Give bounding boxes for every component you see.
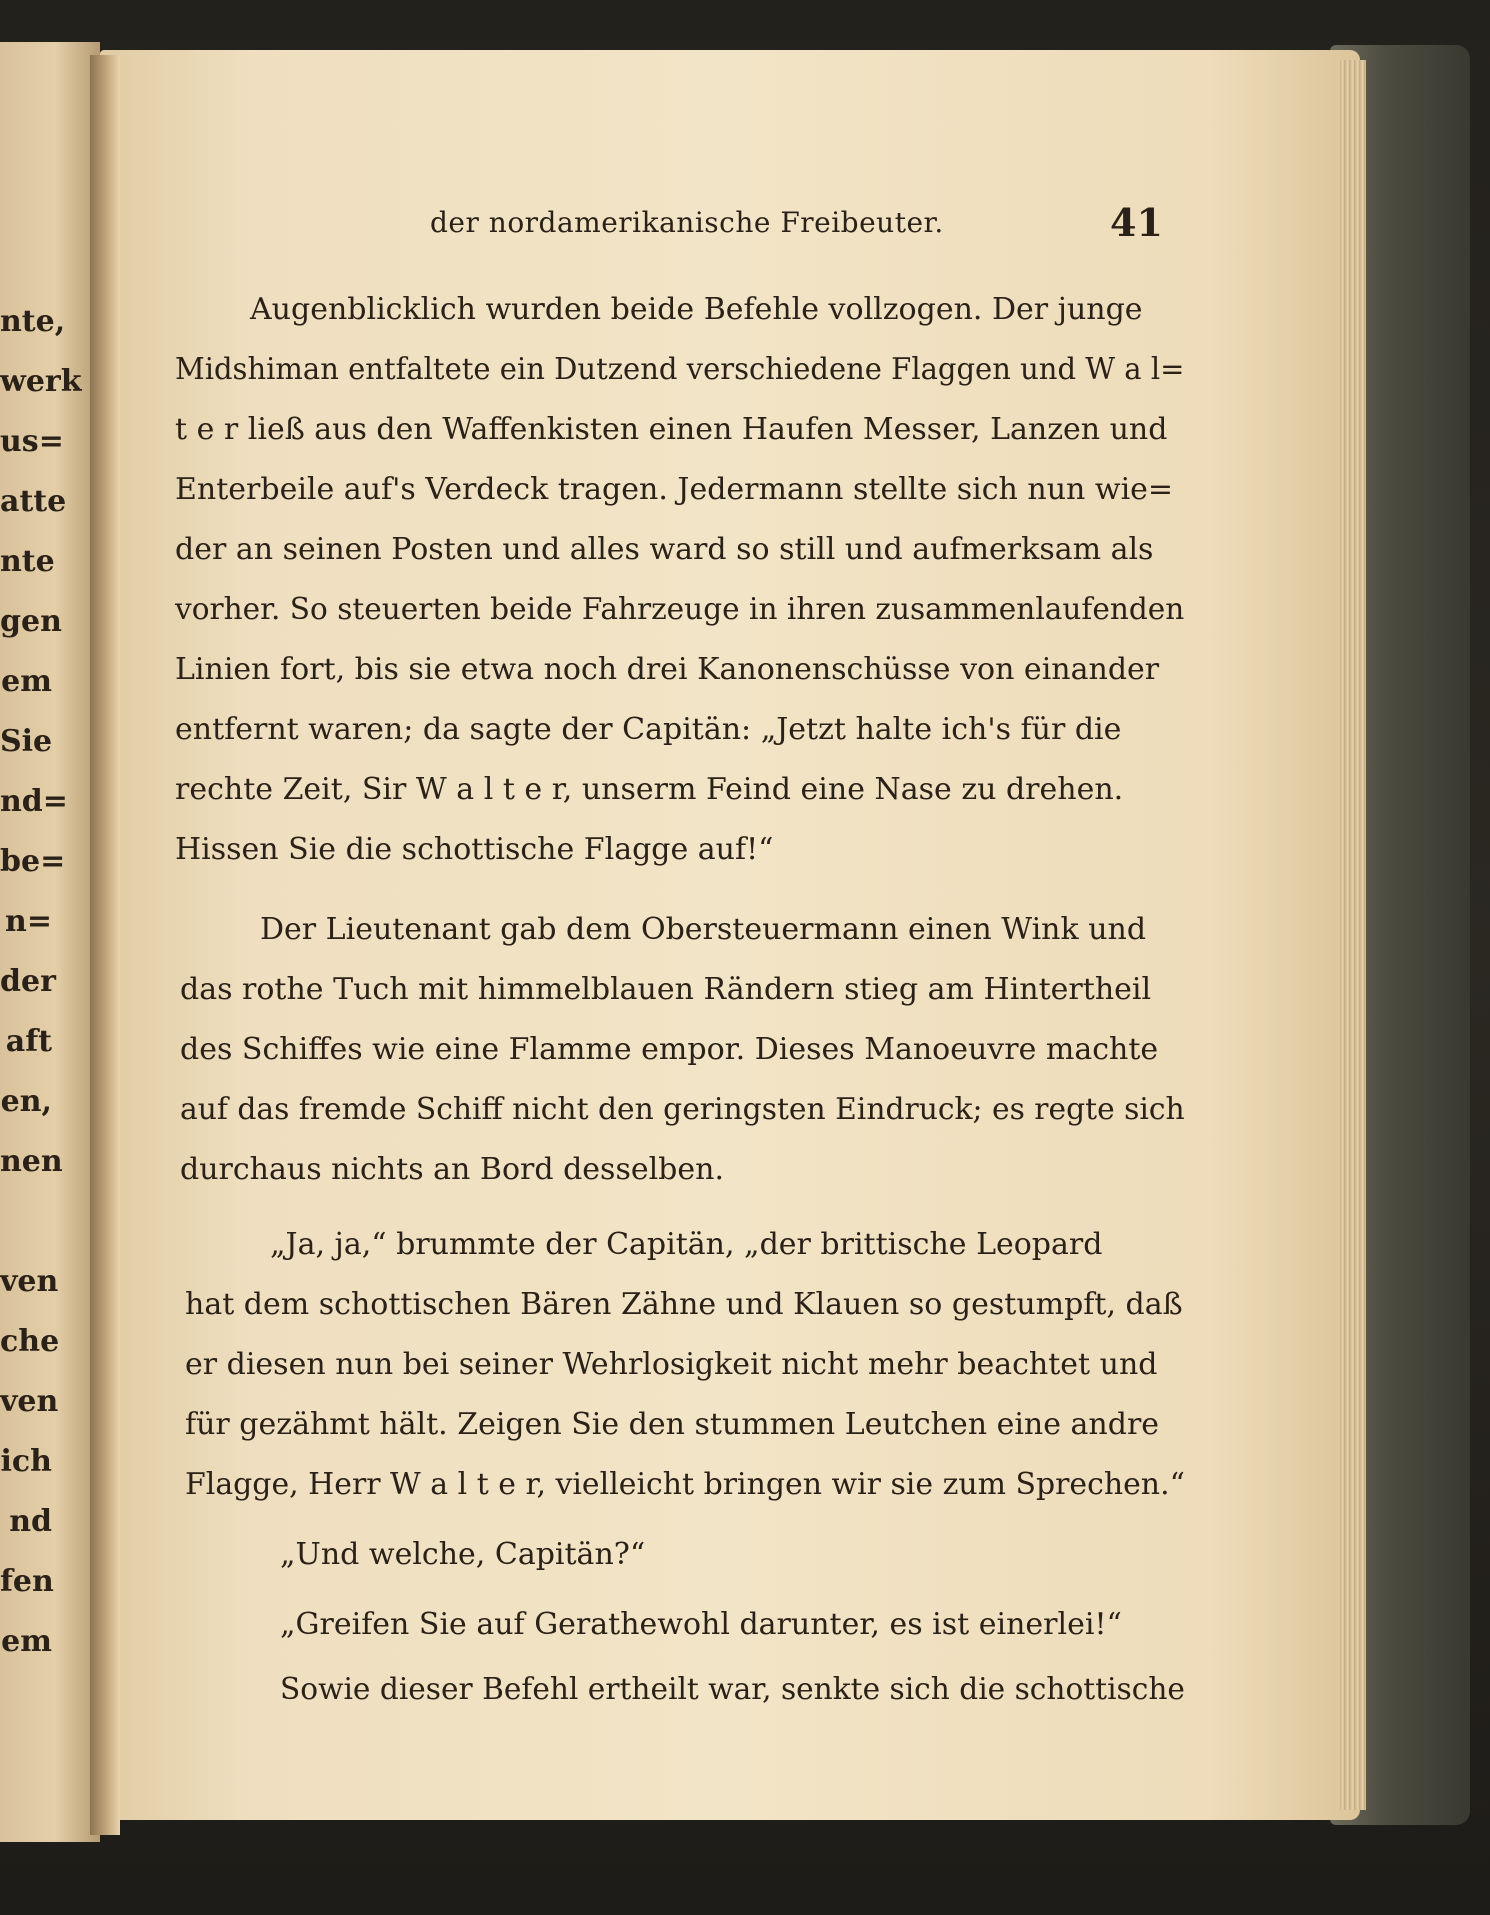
text-line: Midshiman entfaltete ein Dutzend verschiedene Flaggen und W a l= [175,352,1185,387]
text-line: „Und welche, Capitän?“ [280,1537,646,1572]
text-line: Der Lieutenant gab dem Obersteuermann einen Wink und [260,912,1147,947]
left-page-fragment: aft [5,1024,52,1059]
text-line: des Schiffes wie eine Flamme empor. Dieses Manoeuvre machte [180,1032,1159,1067]
left-page-fragment: us= [0,424,64,459]
text-line: vorher. So steuerten beide Fahrzeuge in ihren zusammenlaufenden [175,592,1185,627]
left-page-fragment: Sie [0,724,53,759]
book-gutter [90,55,120,1835]
left-page-fragment: atte [0,484,67,519]
left-page-fragment: nd= [0,784,68,819]
left-page-fragment: che [0,1324,60,1359]
left-page-fragment: nd [9,1504,52,1539]
page-number: 41 [1110,200,1163,245]
text-line: Sowie dieser Befehl ertheilt war, senkte sich die schottische [280,1672,1185,1707]
text-line: auf das fremde Schiff nicht den geringsten Eindruck; es regte sich [180,1092,1185,1127]
left-page-fragment: gen [0,604,62,639]
left-page-fragment: ven [0,1384,59,1419]
text-line: das rothe Tuch mit himmelblauen Rändern stieg am Hintertheil [180,972,1152,1007]
text-line: Linien fort, bis sie etwa noch drei Kanonenschüsse von einander [175,652,1160,687]
text-line: t e r ließ aus den Waffenkisten einen Haufen Messer, Lanzen und [175,412,1168,447]
left-page [0,42,100,1842]
text-line: durchaus nichts an Bord desselben. [180,1152,724,1187]
text-line: Enterbeile auf's Verdeck tragen. Jedermann stellte sich nun wie= [175,472,1174,507]
text-line: Hissen Sie die schottische Flagge auf!“ [175,832,774,867]
text-line: rechte Zeit, Sir W a l t e r, unserm Feind eine Nase zu drehen. [175,772,1124,807]
left-page-fragment: be= [0,844,66,879]
text-line: Flagge, Herr W a l t e r, vielleicht bringen wir sie zum Sprechen.“ [185,1467,1185,1502]
text-line: er diesen nun bei seiner Wehrlosigkeit nicht mehr beachtet und [185,1347,1158,1382]
left-page-fragment: ich [0,1444,52,1479]
left-page-fragment: nen [0,1144,63,1179]
left-page-fragment: fen [0,1564,54,1599]
left-page-fragment: en, [0,1084,52,1119]
text-line: entfernt waren; da sagte der Capitän: „Jetzt halte ich's für die [175,712,1122,747]
text-line: „Ja, ja,“ brummte der Capitän, „der brittische Leopard [270,1227,1103,1262]
left-page-fragment: ven [0,1264,59,1299]
page-stack-edge [1340,60,1366,1810]
text-line: Augenblicklich wurden beide Befehle vollzogen. Der junge [250,292,1143,327]
left-page-fragment: der [0,964,56,999]
left-page-fragment: werk [0,364,82,399]
text-line: für gezähmt hält. Zeigen Sie den stummen Leutchen eine andre [185,1407,1160,1442]
text-line: der an seinen Posten und alles ward so still und aufmerksam als [175,532,1154,567]
left-page-fragment: em [1,1624,52,1659]
left-page-fragment: em [1,664,52,699]
left-page-fragment: nte [0,544,55,579]
text-line: „Greifen Sie auf Gerathewohl darunter, es ist einerlei!“ [280,1607,1122,1642]
left-page-fragment: n= [5,904,52,939]
running-head: der nordamerikanische Freibeuter. [430,206,944,239]
left-page-fragment: nte, [0,304,66,339]
text-line: hat dem schottischen Bären Zähne und Klauen so gestumpft, daß [185,1287,1183,1322]
